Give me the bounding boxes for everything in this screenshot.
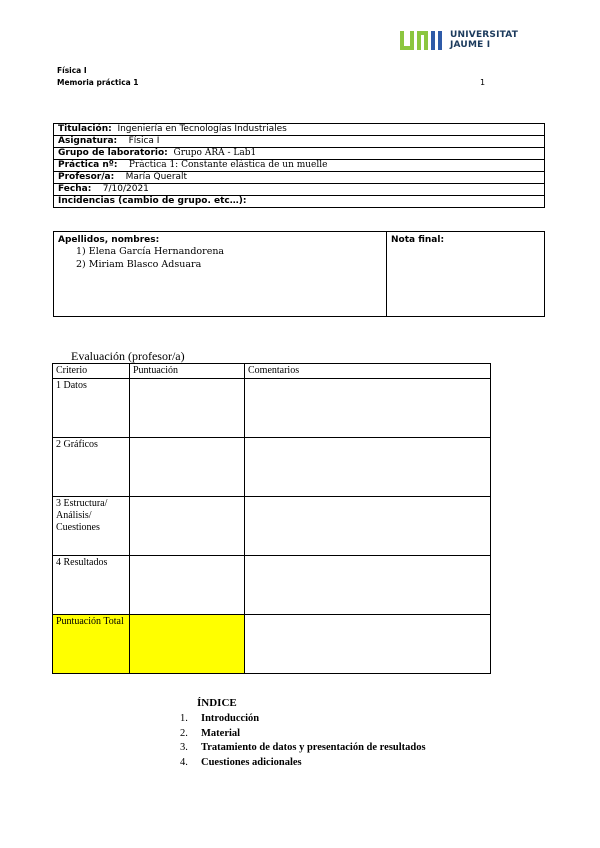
index-title: ÍNDICE — [197, 697, 237, 709]
info-row-grupo — [54, 148, 545, 160]
index-item — [180, 712, 426, 727]
evaluation-row-estructura — [53, 497, 491, 556]
grupo-value: Grupo ARA - Lab1 — [173, 148, 257, 158]
index-item — [180, 756, 426, 771]
names-cell — [54, 232, 387, 317]
evaluation-header-row — [53, 364, 491, 379]
criterio-resultados: 4 Resultados — [53, 556, 130, 615]
students-list — [58, 245, 382, 271]
incidencias-label: Incidencias (cambio de grupo. etc…): — [58, 196, 247, 206]
index-item — [180, 727, 426, 742]
info-cell-practica — [54, 160, 545, 172]
puntuacion-resultados-cell[interactable] — [130, 556, 245, 615]
info-row-practica — [54, 160, 545, 172]
info-cell-incidencias — [54, 196, 545, 208]
profesor-label: Profesor/a: — [58, 172, 115, 182]
page-number: 1 — [480, 78, 486, 87]
index-number: 2. — [180, 727, 188, 739]
fecha-label: Fecha: — [58, 184, 92, 194]
index-number: 1. — [180, 713, 188, 724]
memoria-header: Memoria práctica 1 — [57, 78, 139, 87]
evaluation-row-graficos — [53, 438, 491, 497]
puntuacion-datos-cell[interactable] — [130, 379, 245, 438]
info-cell-grupo — [54, 148, 545, 160]
index-text: Cuestiones adicionales — [201, 756, 302, 768]
info-row-asignatura — [54, 136, 545, 148]
logo-line-1: UNIVERSITAT — [450, 30, 519, 40]
info-row-fecha — [54, 184, 545, 196]
index-number: 3. — [180, 742, 188, 753]
names-row — [54, 232, 545, 317]
criterio-estructura: 3 Estructura/ Análisis/ Cuestiones — [53, 497, 130, 556]
evaluation-row-total — [53, 615, 491, 674]
comentarios-estructura-cell[interactable] — [245, 497, 491, 556]
course-header: Física I — [57, 66, 87, 75]
university-logo — [400, 29, 520, 53]
criterio-datos: 1 Datos — [53, 379, 130, 438]
puntuacion-graficos-cell[interactable] — [130, 438, 245, 497]
comentarios-total-cell[interactable] — [245, 615, 491, 674]
grupo-label: Grupo de laboratorio: — [58, 148, 168, 158]
info-cell-asignatura — [54, 136, 545, 148]
uji-logo-icon — [400, 31, 446, 50]
apellidos-label: Apellidos, nombres: — [58, 235, 160, 245]
evaluation-table — [52, 363, 491, 674]
criterio-graficos: 2 Gráficos — [53, 438, 130, 497]
header-puntuacion: Puntuación — [130, 364, 245, 379]
criterio-total: Puntuación Total — [53, 615, 130, 674]
asignatura-value: Física I — [128, 136, 160, 146]
info-row-titulacion — [54, 124, 545, 136]
profesor-value: María Queralt — [125, 172, 188, 182]
evaluation-row-datos — [53, 379, 491, 438]
nota-final-label: Nota final: — [391, 235, 445, 245]
info-cell-profesor — [54, 172, 545, 184]
info-row-incidencias — [54, 196, 545, 208]
student-1: 1) Elena García Hernandorena — [76, 246, 225, 257]
practica-value: Práctica 1: Constante elástica de un muelle — [128, 160, 328, 170]
puntuacion-estructura-cell[interactable] — [130, 497, 245, 556]
nota-final-cell — [387, 232, 545, 317]
titulacion-value: Ingeniería en Tecnologías Industriales — [117, 124, 287, 134]
index-text: Introducción — [201, 713, 260, 724]
evaluation-row-resultados — [53, 556, 491, 615]
evaluation-title: Evaluación (profesor/a) — [71, 349, 185, 363]
fecha-value: 7/10/2021 — [102, 184, 149, 194]
info-row-profesor — [54, 172, 545, 184]
header-criterio: Criterio — [53, 364, 130, 379]
info-table — [53, 123, 545, 208]
comentarios-resultados-cell[interactable] — [245, 556, 491, 615]
index-list — [180, 712, 426, 770]
index-text: Tratamiento de datos y presentación de resultados — [201, 742, 426, 753]
comentarios-graficos-cell[interactable] — [245, 438, 491, 497]
header-comentarios: Comentarios — [245, 364, 491, 379]
index-number: 4. — [180, 756, 188, 768]
comentarios-datos-cell[interactable] — [245, 379, 491, 438]
logo-text — [450, 30, 518, 50]
index-text: Material — [201, 727, 241, 739]
asignatura-label: Asignatura: — [58, 136, 118, 146]
puntuacion-total-cell[interactable] — [130, 615, 245, 674]
practica-label: Práctica nº: — [58, 160, 118, 170]
index-item — [180, 741, 426, 756]
titulacion-label: Titulación: — [58, 124, 112, 134]
info-cell-fecha — [54, 184, 545, 196]
logo-line-2: JAUME I — [450, 40, 491, 50]
info-cell-titulacion — [54, 124, 545, 136]
student-2: 2) Miriam Blasco Adsuara — [76, 259, 202, 270]
names-table — [53, 231, 545, 317]
